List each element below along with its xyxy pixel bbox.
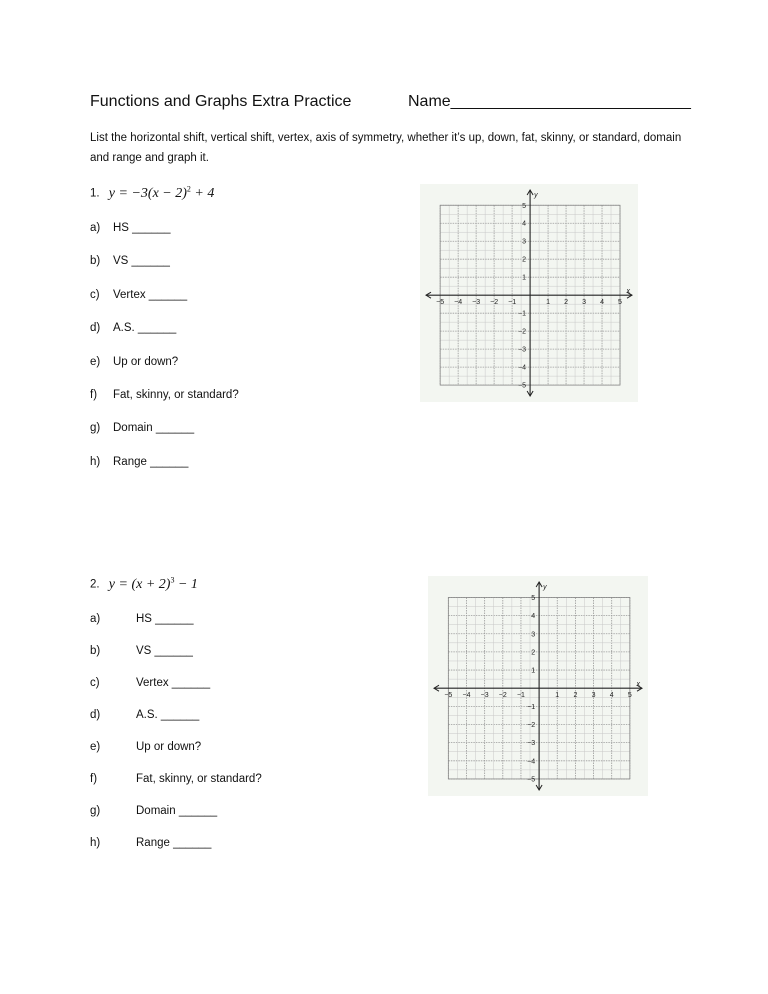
x-tick-label: 5 [627, 692, 632, 700]
y-tick-label: 5 [531, 594, 536, 602]
item-letter: a) [90, 222, 101, 234]
item-letter: c) [90, 288, 100, 301]
question-item [90, 355, 179, 368]
question-item [90, 389, 239, 401]
question-item [90, 222, 171, 234]
problem-1-header [90, 184, 214, 202]
question-item [90, 288, 188, 301]
item-letter: h) [90, 837, 101, 849]
x-tick-label: 4 [609, 692, 614, 700]
y-tick-label: 3 [531, 631, 536, 639]
y-axis-label: y [543, 584, 547, 591]
y-tick-label: −1 [527, 703, 536, 711]
x-tick-label: −3 [472, 299, 481, 307]
question-item [90, 645, 193, 657]
y-tick-label: −5 [527, 776, 536, 784]
item-letter: d) [90, 709, 101, 721]
y-axis-label: y [534, 192, 538, 199]
x-tick-label: 1 [555, 692, 560, 700]
item-text: A.S. ______ [136, 709, 200, 721]
x-tick-label: −2 [490, 299, 499, 307]
item-text: VS ______ [113, 255, 170, 268]
item-text: Fat, skinny, or standard? [136, 773, 262, 785]
item-text: Vertex ______ [136, 677, 211, 689]
item-letter: g) [90, 805, 101, 817]
item-text: Up or down? [136, 741, 202, 753]
y-tick-label: 2 [522, 256, 527, 264]
equation: $y = -3(x - 2)^2 + 4$ [108, 184, 215, 201]
item-letter: a) [90, 613, 101, 625]
x-tick-label: −1 [516, 692, 525, 700]
question-item [90, 677, 211, 689]
y-tick-label: −4 [527, 758, 536, 766]
item-text: A.S. ______ [113, 322, 177, 335]
problem-number: 2. [90, 578, 100, 591]
x-axis-label: x [626, 288, 630, 296]
item-letter: f) [90, 773, 98, 785]
item-letter: b) [90, 255, 101, 268]
problem-2-header [90, 575, 198, 593]
y-tick-label: 4 [522, 220, 527, 228]
grid-panel [428, 576, 648, 796]
x-tick-label: 4 [600, 299, 604, 307]
item-text: Vertex ______ [113, 288, 188, 301]
x-axis-label: x [636, 681, 640, 689]
y-tick-label: −4 [518, 364, 527, 372]
item-text: HS ______ [113, 222, 171, 234]
question-item [90, 422, 195, 435]
item-text: Up or down? [113, 355, 179, 368]
item-letter: d) [90, 322, 101, 335]
x-tick-label: 5 [618, 299, 622, 307]
x-tick-label: −5 [436, 299, 445, 307]
name-field: Name___________________________ [408, 93, 691, 110]
x-tick-label: −3 [480, 692, 489, 700]
item-letter: e) [90, 741, 101, 753]
y-tick-label: −3 [518, 346, 527, 354]
question-item [90, 837, 212, 849]
item-text: Range ______ [136, 837, 212, 849]
question-item [90, 255, 170, 268]
equation: $y = (x + 2)^3 - 1$ [108, 575, 198, 592]
question-item [90, 322, 177, 335]
question-item [90, 741, 202, 753]
x-tick-label: −4 [462, 692, 471, 700]
x-tick-label: −4 [454, 299, 463, 307]
item-letter: c) [90, 677, 100, 689]
y-tick-label: 3 [522, 238, 527, 246]
y-tick-label: 4 [531, 613, 536, 621]
y-tick-label: 2 [531, 649, 536, 657]
x-tick-label: 2 [564, 299, 569, 307]
item-text: Fat, skinny, or standard? [113, 389, 239, 401]
grid-panel [420, 184, 638, 402]
problem-number: 1. [90, 187, 100, 200]
y-tick-label: 1 [522, 274, 527, 282]
instructions: List the horizontal shift, vertical shift, vertex, axis of symmetry, whether it’s up, down, fat, skinny, or standard, domain and range and graph it. [90, 132, 682, 164]
y-tick-label: −2 [527, 722, 536, 729]
y-tick-label: −1 [518, 310, 527, 318]
y-tick-label: 5 [522, 202, 527, 210]
coordinate-grid-1[interactable] [420, 184, 638, 402]
x-tick-label: −5 [444, 692, 453, 700]
item-text: Range ______ [113, 455, 189, 468]
x-tick-label: 3 [582, 299, 586, 307]
question-item [90, 805, 218, 817]
y-tick-label: −3 [527, 740, 536, 748]
item-text: Domain ______ [113, 422, 195, 435]
coordinate-grid-2[interactable] [428, 576, 648, 796]
question-item [90, 455, 189, 468]
item-text: HS ______ [136, 613, 194, 625]
y-tick-label: 1 [531, 667, 536, 675]
x-tick-label: 3 [591, 692, 596, 700]
x-tick-label: 2 [573, 692, 578, 700]
item-letter: h) [90, 455, 101, 468]
item-letter: b) [90, 645, 101, 657]
y-tick-label: −2 [518, 328, 527, 336]
question-item [90, 613, 194, 625]
worksheet-title: Functions and Graphs Extra Practice [90, 93, 352, 110]
y-tick-label: −5 [518, 382, 527, 390]
question-item [90, 709, 200, 721]
item-letter: e) [90, 355, 101, 368]
question-item [90, 773, 262, 785]
item-text: VS ______ [136, 645, 193, 657]
item-text: Domain ______ [136, 805, 218, 817]
x-tick-label: −2 [498, 692, 507, 700]
item-letter: g) [90, 422, 101, 435]
x-tick-label: 1 [546, 299, 551, 307]
item-letter: f) [90, 389, 98, 401]
x-tick-label: −1 [508, 299, 517, 307]
